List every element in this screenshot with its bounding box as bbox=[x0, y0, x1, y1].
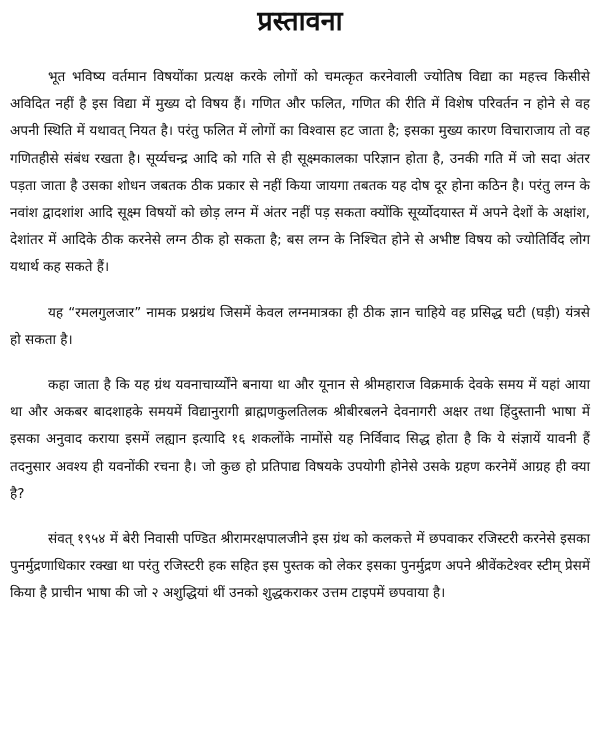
page-title: प्रस्तावना bbox=[257, 6, 343, 37]
paragraph-ramal-gulzar: यह “रमलगुलजार” नामक प्रश्नग्रंथ जिसमें केवल लग्नमात्रका ही ठीक ज्ञान चाहिये वह प्रसिद्ध घटी (घड़ी) यंत्रसे हो सकता है। bbox=[10, 304, 590, 348]
paragraph-history: कहा जाता है कि यह ग्रंथ यवनाचार्य्योंने बनाया था और यूनान से श्रीमहाराज विक्रमार्क देवके समय में यहां आया था और अकबर बादशाहके समयमें विद्यानुरागी ब्राह्मणकुलतिलक श्रीबीरबलने देवनागरी अक्षर तथा हिंदुस्तानी भाषा में इसका अनुवाद कराया इसमें लह्यान इत्यादि १६ शकलोंके नामोंसे यह निर्विवाद सिद्ध होता है कि ये संज्ञायें यावनी हैं तदनुसार अवश्य ही यवनोंकी रचना है। जो कुछ हो प्रतिपाद्य विषयके उपयोगी होनेसे उसके ग्रहण करनेमें आग्रह ही क्या है? bbox=[10, 377, 590, 502]
paragraph-intro: भूत भविष्य वर्तमान विषयोंका प्रत्यक्ष करके लोगों को चमत्कृत करनेवाली ज्योतिष विद्या का महत्त्व किसीसे अविदित नहीं है इस विद्या में मुख्य दो विषय हैं। गणित और फलित, गणित की रीति में विशेष परिवर्तन न होने से वह अपनी स्थिति में यथावत् नियत है। परंतु फलित में लोगों का विश्वास हट जाता है; इसका मुख्य कारण विचाराजाय तो वह गणितहीसे संबंध रखता है। सूर्य्यचन्द्र आदि को गति से ही सूक्ष्मकालका परिज्ञान होता है, उनकी गति में जो सदा अंतर पड़ता जाता है उसका शोधन जबतक ठीक प्रकार से नहीं किया जायगा तबतक यह दोष दूर होना कठिन है। परंतु लग्न के नवांश द्वादशांश आदि सूक्ष्म विषयों को छोड़ लग्न में अंतर नहीं पड़ सकता क्योंकि सूर्य्योदयास्त में अपने देशों के अक्षांश, देशांतर में आदिके ठीक करनेसे लग्न ठीक हो सकता है; बस लग्न के निश्चित होने से अभीष्ट विषय को ज्योतिर्विद लोग यथार्थ कह सकते हैं। bbox=[10, 69, 590, 276]
paragraph-publication: संवत् १९५४ में बेरी निवासी पण्डित श्रीरामरक्षपालजीने इस ग्रंथ को कलकत्ते में छपवाकर रजिस्टरी करनेसे इसका पुनर्मुद्रणाधिकार रक्खा था परंतु रजिस्टरी हक सहित इस पुस्तक को लेकर इसका पुनर्मुद्रण अपने श्रीवेंकटेश्वर स्टीम् प्रेसमें किया है प्राचीन भाषा की जो २ अशुद्धियां थीं उनको शुद्धकराकर उत्तम टाइपमें छपवाया है। bbox=[10, 531, 590, 602]
